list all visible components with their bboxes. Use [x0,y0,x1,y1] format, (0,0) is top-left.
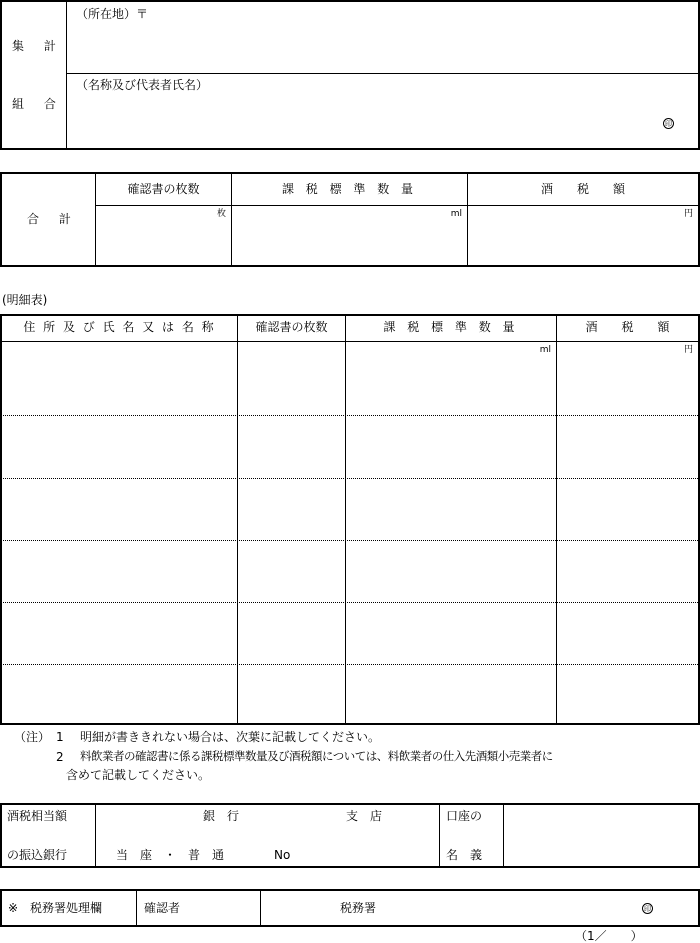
tax-office-label: 税務署 [340,901,377,915]
totals-row-label: 合 計 [27,212,79,226]
note-1-num: 1 [56,730,64,744]
totals-unit-sheets: 枚 [216,209,226,219]
table-row[interactable] [2,343,698,414]
account-no-label: No [274,848,291,862]
seal-icon: 印 [665,120,672,128]
table-row[interactable] [2,604,698,663]
detail-row-divider [0,478,700,479]
branch-label: 支 店 [346,809,383,823]
detail-header-quantity: 課 税 標 準 数 量 [383,320,519,334]
note-2-text: 料飲業者の確認書に係る課税標準数量及び酒税額については、料飲業者の仕入先酒類小売業者に [80,749,553,763]
note-2-continued: 含めて記載してください。 [66,768,211,782]
account-holder-field[interactable] [505,805,698,866]
totals-unit-quantity: ml [450,209,462,219]
detail-header-sheets: 確認書の枚数 [255,320,328,334]
totals-header-tax: 酒 税 額 [540,182,625,196]
office-divider-1 [136,889,137,927]
account-label-top: 口座の [446,809,483,823]
detail-unit-quantity: ml [539,345,551,355]
detail-row-divider [0,664,700,665]
table-row[interactable] [2,480,698,539]
notes-prefix: （注） [14,730,51,744]
page-number: （1／ ） [575,929,643,943]
bank-name-label: 銀 行 [203,809,240,823]
totals-quantity-field[interactable] [233,220,465,264]
confirmer-label: 確認者 [144,901,181,915]
detail-row-divider [0,602,700,603]
detail-header-line [0,341,700,342]
bank-label-bottom: の振込銀行 [7,848,68,862]
bank-label-top: 酒税相当額 [7,809,68,823]
totals-sheets-field[interactable] [97,220,229,264]
note-1-text: 明細が書ききれない場合は、次葉に記載してください。 [80,730,381,744]
detail-unit-tax: 円 [683,345,693,355]
seal-icon: 印 [644,905,651,913]
bank-field[interactable] [97,805,437,866]
totals-unit-tax: 円 [683,209,693,219]
table-row[interactable] [2,542,698,601]
totals-header-line [95,205,700,206]
totals-header-quantity: 課 税 標 準 数 量 [281,182,418,196]
table-row[interactable] [2,666,698,723]
deposit-type-label: 当 座 ・ 普 通 [116,848,225,862]
detail-header-tax: 酒 税 額 [585,320,670,334]
address-field[interactable] [70,24,695,70]
union-label-top: 集 計 [12,39,64,53]
union-row-divider [66,73,700,74]
account-label-bottom: 名 義 [446,848,483,862]
detail-header-name: 住 所 及 び 氏 名 又 は 名 称 [23,320,216,334]
office-label: ※ 税務署処理欄 [8,901,103,915]
totals-header-sheets: 確認書の枚数 [127,182,200,196]
name-label: （名称及び代表者氏名） [76,78,209,92]
address-label: （所在地）〒 [76,7,149,21]
detail-row-divider [0,540,700,541]
detail-caption: (明細表) [2,293,48,307]
note-2-num: 2 [56,750,64,764]
union-label-bottom: 組 合 [12,97,64,111]
bank-divider-3 [503,803,504,868]
name-field[interactable] [70,94,650,146]
bank-divider-2 [439,803,440,868]
union-divider [66,0,67,150]
bank-divider-1 [95,803,96,868]
table-row[interactable] [2,417,698,477]
office-divider-2 [260,889,261,927]
detail-row-divider [0,415,700,416]
totals-tax-field[interactable] [469,220,697,264]
